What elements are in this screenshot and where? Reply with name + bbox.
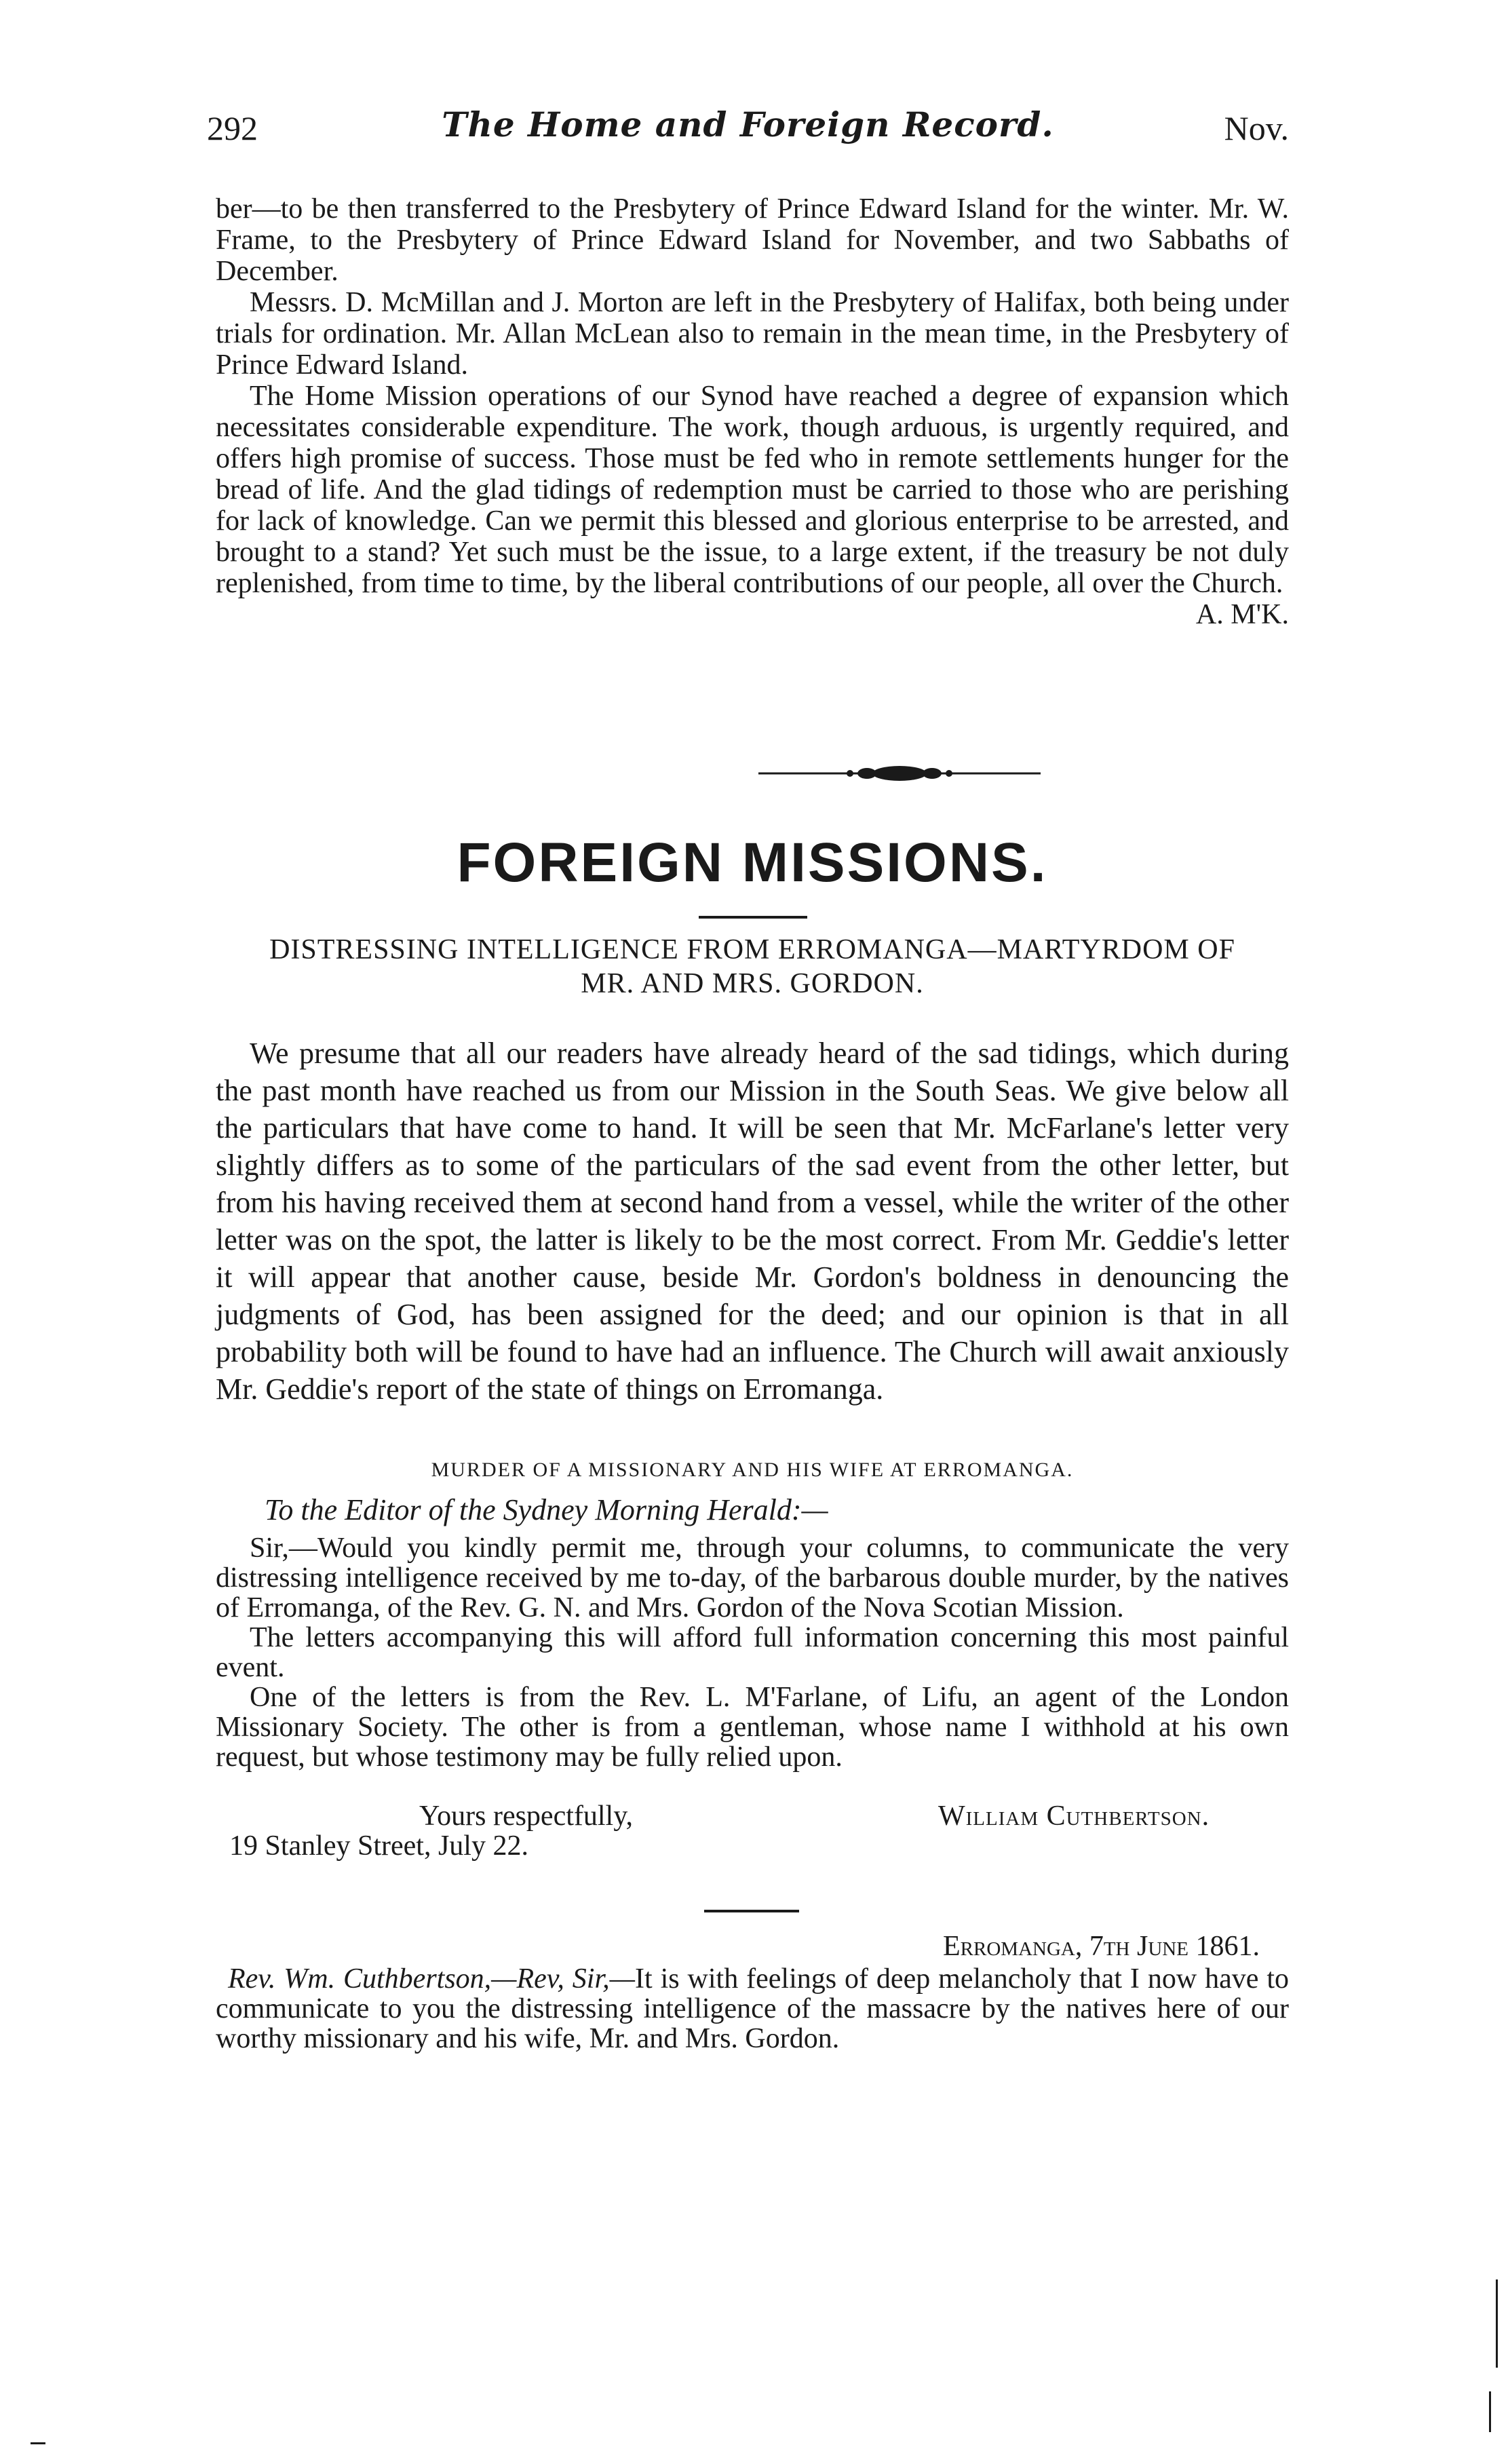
paragraph: The letters accompanying this will afford full information concerning this most painful event.: [216, 1622, 1289, 1683]
subtitle-line: MR. AND MRS. GORDON.: [581, 968, 924, 999]
paragraph-text: It is with feelings of deep melancholy that I now have to communicate to you the distressing intelligence of the massacre by the natives here of our worthy missionary and his wife, Mr. and Mrs. Gordon.: [216, 1963, 1289, 2054]
paragraph: Messrs. D. McMillan and J. Morton are left in the Presbytery of Halifax, both being under trials for ordination. Mr. Allan McLean also to remain in the mean time, in the Presbytery of Prince Edward Island.: [216, 287, 1289, 381]
letter-body: [216, 1533, 1289, 1772]
ornamental-divider: [758, 763, 1041, 784]
separator-rule: [704, 1910, 799, 1912]
paragraph: [216, 381, 1289, 630]
paragraph: ber—to be then transferred to the Presbytery of Prince Edward Island for the winter. Mr. W. Frame, to the Presbytery of Prince Edward Island for November, and two Sabbaths of December.: [216, 193, 1289, 287]
home-mission-column: [216, 193, 1289, 630]
second-letter: [216, 1964, 1289, 2054]
paragraph: We presume that all our readers have already heard of the sad tidings, which during the past month have reached us from our Mission in the South Seas. We give below all the particulars that have come to hand. It will be seen that Mr. McFarlane's letter very slightly differs as to some of the particulars of the sad event from the other letter, but from his having received them at second hand from a vessel, while the writer of the other letter was on the spot, the latter is likely to be the most correct. From Mr. Geddie's letter it will appear that another cause, beside Mr. Gordon's boldness in denouncing the judgments of God, has been assigned for the deed; and our opinion is that in all probability both will be found to have had an influence. The Church will await anxiously Mr. Geddie's report of the state of things on Erromanga.: [216, 1037, 1289, 1406]
sender-address: 19 Stanley Street, July 22.: [229, 1830, 528, 1862]
paragraph: [216, 1964, 1289, 2054]
page-number: 292: [207, 109, 258, 147]
closing: Yours respectfully,: [419, 1801, 633, 1832]
salutation: Rev. Wm. Cuthbertson,—Rev, Sir,—: [228, 1963, 635, 1995]
scan-edge-mark: [31, 2442, 45, 2444]
section-title: FOREIGN MISSIONS.: [457, 832, 1048, 893]
paragraph: Sir,—Would you kindly permit me, through your columns, to communicate the very distressing intelligence received by me to-day, of the barbarous double murder, by the natives of Erromanga, of the Rev. G. N. and Mrs. Gordon of the Nova Scotian Mission.: [216, 1533, 1289, 1623]
editorial-intro: [216, 1035, 1289, 1408]
subtitle-line: DISTRESSING INTELLIGENCE FROM ERROMANGA—MARTYRDOM OF: [269, 934, 1235, 965]
author-signature: A. M'K.: [1195, 599, 1289, 630]
header-month: Nov.: [1224, 109, 1289, 147]
letter-heading: MURDER OF A MISSIONARY AND HIS WIFE AT ERROMANGA.: [431, 1459, 1074, 1481]
sender-name: William Cuthbertson.: [938, 1801, 1210, 1832]
scan-edge-mark: [1496, 2279, 1498, 2368]
article-subtitle: [216, 933, 1289, 1001]
paragraph-text: The Home Mission operations of our Synod have reached a degree of expansion which necessitates considerable expenditure. The work, though arduous, is urgently required, and offers high promise of success. Those must be fed who in remote settlements hunger for the bread of life. And the glad tidings of redemption must be carried to those who are perishing for lack of knowledge. Can we permit this blessed and glorious enterprise to be arrested, and brought to a stand? Yet such must be the issue, to a large extent, if the treasury be not duly replenished, from time to time, by the liberal contributions of our people, all over the Church.: [216, 381, 1289, 599]
title-rule: [699, 916, 807, 919]
dateline: Erromanga, 7th June 1861.: [943, 1931, 1260, 1962]
journal-title: The Home and Foreign Record.: [442, 104, 1054, 145]
letter-addressee: To the Editor of the Sydney Morning Herald:—: [265, 1493, 828, 1526]
paragraph: One of the letters is from the Rev. L. M'Farlane, of Lifu, an agent of the London Missionary Society. The other is from a gentleman, whose name I withhold at his own request, but whose testimony may be fully relied upon.: [216, 1682, 1289, 1773]
running-header: [207, 95, 1289, 149]
scan-edge-mark: [1489, 2391, 1491, 2432]
